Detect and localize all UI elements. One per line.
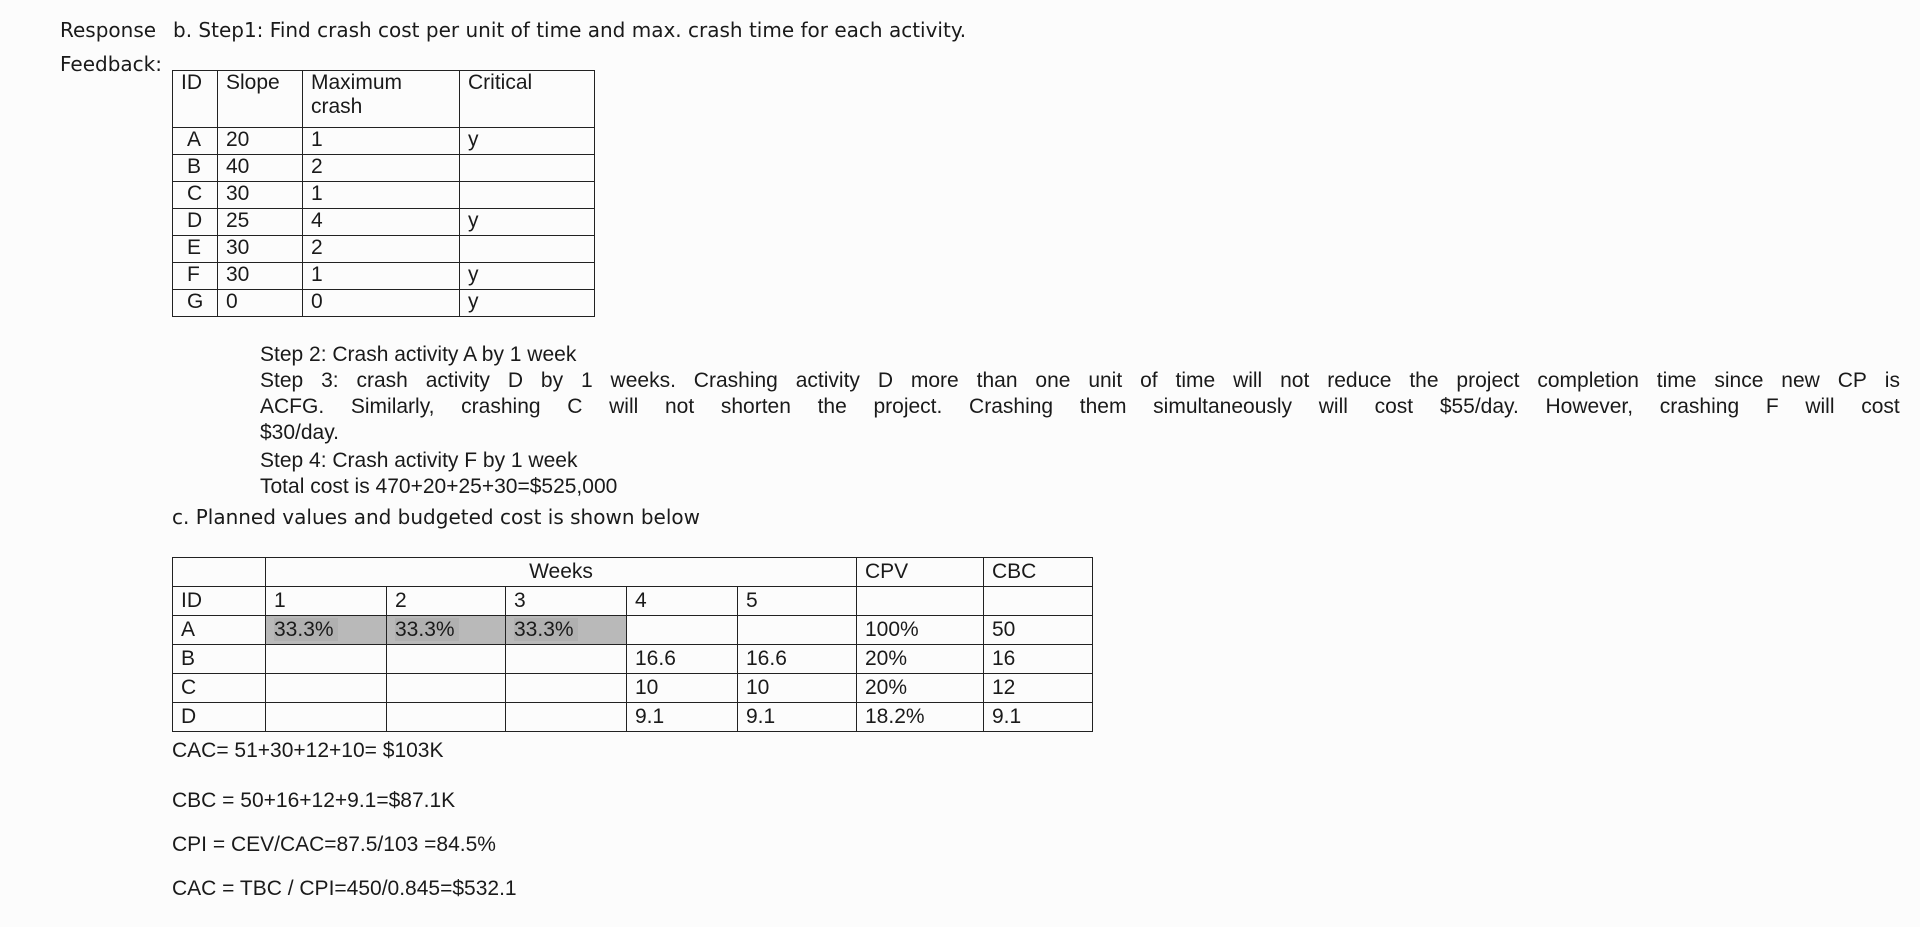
- pv-cell-week2: [387, 703, 506, 732]
- pv-cell-cbc: 16: [984, 645, 1093, 674]
- table-row: [173, 182, 595, 209]
- pv-cell-week1: [266, 674, 387, 703]
- step3-word: CP: [1837, 369, 1867, 392]
- step3-word: activity: [425, 369, 490, 392]
- step3-word: ACFG.: [260, 395, 325, 418]
- step3-word: the: [1409, 369, 1439, 392]
- pv-header-weeks: Weeks: [266, 558, 857, 587]
- formula-cpi: CPI = CEV/CAC=87.5/103 =84.5%: [172, 833, 496, 856]
- pv-week-number: 2: [387, 587, 506, 616]
- crash-cell-max: 1: [303, 263, 460, 290]
- table-row: [173, 674, 1093, 703]
- pv-cell-week3: [506, 703, 627, 732]
- table-row: [173, 128, 595, 155]
- step3-word: since: [1714, 369, 1764, 392]
- step3-word: Similarly,: [350, 395, 435, 418]
- step3-word: will: [1318, 395, 1348, 418]
- step3-word: cost: [1861, 395, 1900, 418]
- pv-cell-week5: [738, 616, 857, 645]
- pv-cell-cpv: 20%: [857, 645, 984, 674]
- step3-word: not: [664, 395, 695, 418]
- pv-cell-cbc: 50: [984, 616, 1093, 645]
- formula-cac-tbc-cpi: CAC = TBC / CPI=450/0.845=$532.1: [172, 877, 517, 900]
- step3-line2: [260, 394, 1900, 420]
- pv-cell-week4: 10: [627, 674, 738, 703]
- pv-cell-week2: [387, 616, 506, 645]
- formula-cac: CAC= 51+30+12+10= $103K: [172, 739, 444, 762]
- pv-cell-id: B: [173, 645, 266, 674]
- step3-word: one: [1035, 369, 1071, 392]
- crash-header-critical: Critical: [460, 71, 595, 128]
- planned-values-table: [172, 557, 1093, 732]
- crash-cell-slope: 30: [218, 263, 303, 290]
- crash-header-maximum-line2: crash: [311, 95, 363, 118]
- pv-cell-week4: 9.1: [627, 703, 738, 732]
- step3-word: time: [1175, 369, 1216, 392]
- crash-header-maximum: [303, 71, 460, 128]
- table-row: [173, 236, 595, 263]
- pv-cell-blank: [984, 587, 1093, 616]
- step3-word: them: [1079, 395, 1127, 418]
- pv-cell-week3: [506, 674, 627, 703]
- step3-word: Crashing: [969, 395, 1054, 418]
- pv-header-id: ID: [173, 587, 266, 616]
- crash-cell-slope: 40: [218, 155, 303, 182]
- pv-cell-id: C: [173, 674, 266, 703]
- table-row: [173, 703, 1093, 732]
- step3-word: activity: [795, 369, 860, 392]
- response-label: Response: [60, 18, 157, 42]
- crash-cell-id: E: [173, 236, 218, 263]
- step3-word: will: [1805, 395, 1835, 418]
- crash-cell-id: D: [173, 209, 218, 236]
- pv-cell-cpv: 20%: [857, 674, 984, 703]
- step3-word: completion: [1537, 369, 1639, 392]
- table-row: [173, 263, 595, 290]
- pv-cell-value: 33.3%: [514, 618, 578, 641]
- pv-cell-cbc: 12: [984, 674, 1093, 703]
- crash-cell-slope: 30: [218, 236, 303, 263]
- pv-cell-week3: [506, 645, 627, 674]
- crash-table: [172, 70, 595, 317]
- pv-cell-week5: 16.6: [738, 645, 857, 674]
- formula-cbc: CBC = 50+16+12+9.1=$87.1K: [172, 789, 456, 812]
- crash-cell-critical: [460, 236, 595, 263]
- pv-cell-week1: [266, 616, 387, 645]
- step3-word: reduce: [1327, 369, 1392, 392]
- crash-cell-max: 1: [303, 182, 460, 209]
- crash-cell-id: A: [173, 128, 218, 155]
- crash-cell-max: 2: [303, 236, 460, 263]
- crash-cell-slope: 30: [218, 182, 303, 209]
- crash-header-slope: Slope: [218, 71, 303, 128]
- feedback-label: Feedback:: [60, 52, 162, 76]
- pv-header-row: [173, 558, 1093, 587]
- step3-line1: [260, 368, 1900, 394]
- crash-cell-critical: y: [460, 263, 595, 290]
- crash-cell-id: C: [173, 182, 218, 209]
- pv-week-number: 5: [738, 587, 857, 616]
- crash-cell-max: 2: [303, 155, 460, 182]
- crash-cell-critical: y: [460, 128, 595, 155]
- step3-word: Crashing: [693, 369, 778, 392]
- crash-cell-id: F: [173, 263, 218, 290]
- step3-word: of: [1140, 369, 1158, 392]
- step3-word: new: [1781, 369, 1820, 392]
- step3-line3-text: $30/day.: [260, 421, 340, 444]
- pv-header-blank: [173, 558, 266, 587]
- step4-text: Step 4: Crash activity F by 1 week: [260, 449, 578, 472]
- pv-cell-week4: 16.6: [627, 645, 738, 674]
- step3-word: the: [817, 395, 847, 418]
- crash-cell-max: 4: [303, 209, 460, 236]
- pv-cell-value: 33.3%: [274, 618, 338, 641]
- step3-word: However,: [1545, 395, 1634, 418]
- pv-cell-week1: [266, 645, 387, 674]
- pv-cell-blank: [857, 587, 984, 616]
- pv-week-number: 1: [266, 587, 387, 616]
- step3-word: weeks.: [610, 369, 676, 392]
- step3-word: crash: [356, 369, 408, 392]
- step3-word: than: [976, 369, 1018, 392]
- step2-text: Step 2: Crash activity A by 1 week: [260, 343, 577, 366]
- table-row: [173, 155, 595, 182]
- crash-header-maximum-line1: Maximum: [311, 71, 403, 94]
- step3-word: unit: [1088, 369, 1123, 392]
- step3-word: shorten: [720, 395, 791, 418]
- step3-word: F: [1765, 395, 1779, 418]
- crash-header-id: ID: [173, 71, 218, 128]
- crash-cell-critical: [460, 155, 595, 182]
- pv-cell-id: D: [173, 703, 266, 732]
- crash-cell-id: G: [173, 290, 218, 317]
- pv-cell-week1: [266, 703, 387, 732]
- pv-cell-id: A: [173, 616, 266, 645]
- pv-cell-week5: 10: [738, 674, 857, 703]
- table-row: [173, 645, 1093, 674]
- step3-word: not: [1280, 369, 1310, 392]
- step3-word: project.: [873, 395, 943, 418]
- crash-cell-id: B: [173, 155, 218, 182]
- step3-paragraph: [260, 368, 1900, 446]
- pv-cell-week2: [387, 674, 506, 703]
- pv-cell-cbc: 9.1: [984, 703, 1093, 732]
- step3-word: C: [567, 395, 583, 418]
- step3-word: will: [1233, 369, 1263, 392]
- pv-header-cpv: CPV: [857, 558, 984, 587]
- pv-week-number-row: [173, 587, 1093, 616]
- step3-word: project: [1456, 369, 1520, 392]
- table-row: [173, 290, 595, 317]
- crash-cell-slope: 25: [218, 209, 303, 236]
- pv-cell-week3: [506, 616, 627, 645]
- step3-word: crashing: [461, 395, 541, 418]
- pv-cell-week5: 9.1: [738, 703, 857, 732]
- total-cost-text: Total cost is 470+20+25+30=$525,000: [260, 475, 618, 498]
- step3-word: will: [609, 395, 639, 418]
- pv-cell-week2: [387, 645, 506, 674]
- step3-word: 3:: [321, 369, 339, 392]
- crash-cell-critical: y: [460, 209, 595, 236]
- pv-cell-cpv: 18.2%: [857, 703, 984, 732]
- step1-heading: b. Step1: Find crash cost per unit of time and max. crash time for each activity.: [173, 18, 967, 42]
- step3-word: D: [507, 369, 523, 392]
- step3-word: time: [1656, 369, 1697, 392]
- pv-header-cbc: CBC: [984, 558, 1093, 587]
- pv-week-number: 3: [506, 587, 627, 616]
- pv-cell-week4: [627, 616, 738, 645]
- crash-cell-max: 0: [303, 290, 460, 317]
- crash-cell-critical: [460, 182, 595, 209]
- step3-word: 1: [580, 369, 593, 392]
- crash-table-header-row: [173, 71, 595, 128]
- pv-week-number: 4: [627, 587, 738, 616]
- step3-word: by: [540, 369, 564, 392]
- pv-cell-cpv: 100%: [857, 616, 984, 645]
- step3-word: Step: [260, 369, 304, 392]
- step3-word: D: [877, 369, 893, 392]
- crash-cell-slope: 20: [218, 128, 303, 155]
- step3-word: crashing: [1659, 395, 1740, 418]
- step3-word: simultaneously: [1153, 395, 1293, 418]
- step3-line3: [260, 420, 1900, 446]
- step3-word: is: [1884, 369, 1900, 392]
- crash-cell-slope: 0: [218, 290, 303, 317]
- pv-cell-value: 33.3%: [395, 618, 459, 641]
- step3-word: cost: [1374, 395, 1414, 418]
- step3-word: more: [910, 369, 959, 392]
- table-row: [173, 209, 595, 236]
- crash-cell-critical: y: [460, 290, 595, 317]
- step3-word: $55/day.: [1439, 395, 1519, 418]
- crash-cell-max: 1: [303, 128, 460, 155]
- table-row: [173, 616, 1093, 645]
- section-c-heading: c. Planned values and budgeted cost is shown below: [172, 505, 701, 529]
